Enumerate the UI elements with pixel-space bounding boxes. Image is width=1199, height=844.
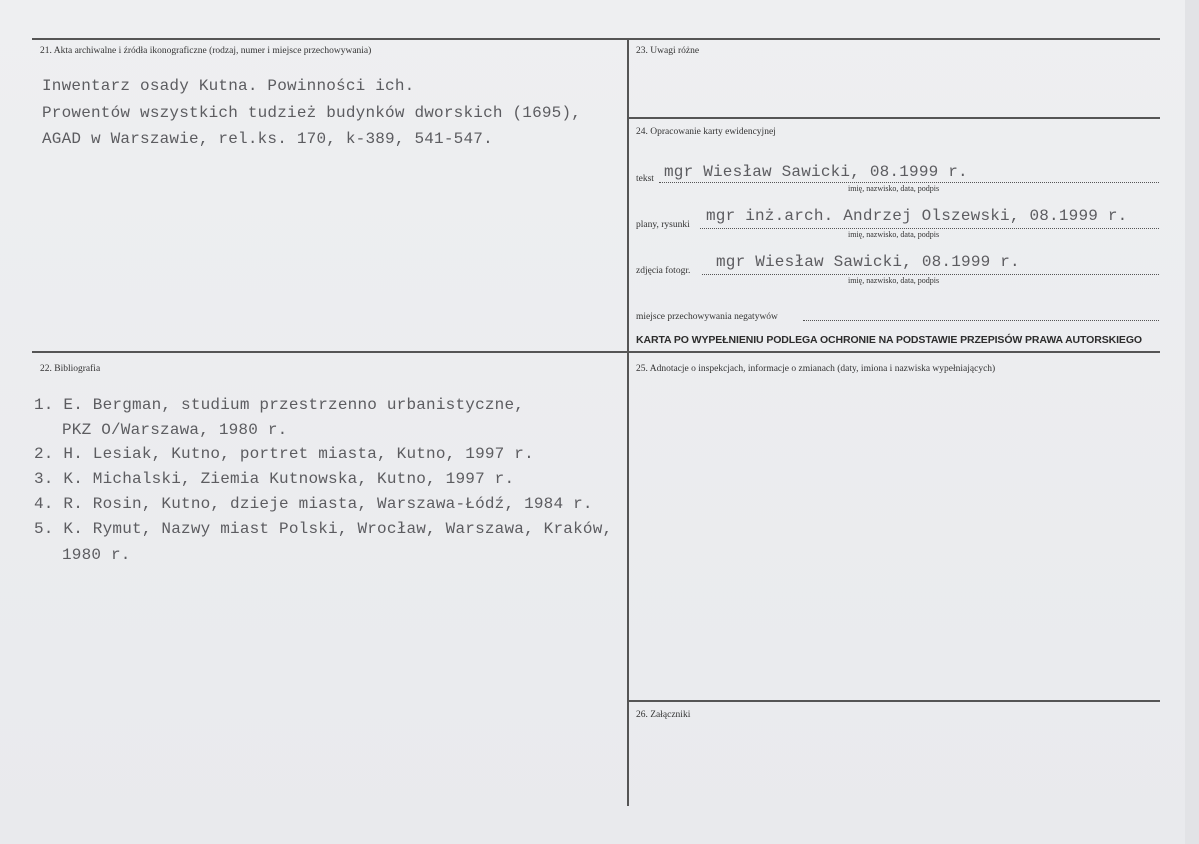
plany-value: mgr inż.arch. Andrzej Olszewski, 08.1999 r. (706, 207, 1128, 225)
negatywy-label: miejsce przechowywania negatywów (636, 312, 778, 322)
plany-line (700, 228, 1159, 229)
plany-label: plany, rysunki (636, 220, 690, 230)
bibliography-item-1-cont: PKZ O/Warszawa, 1980 r. (62, 421, 288, 439)
section-21-label: 21. Akta archiwalne i źródła ikonograficzne (rodzaj, numer i miejsce przechowywania) (40, 46, 372, 56)
zdjecia-line (702, 274, 1159, 275)
zdjecia-value: mgr Wiesław Sawicki, 08.1999 r. (716, 253, 1020, 271)
bibliography-item-2: 2. H. Lesiak, Kutno, portret miasta, Kutno, 1997 r. (34, 445, 534, 463)
tekst-caption: imię, nazwisko, data, podpis (848, 184, 940, 193)
section-22-label: 22. Bibliografia (40, 364, 101, 374)
tekst-line (659, 182, 1159, 183)
plany-caption: imię, nazwisko, data, podpis (848, 230, 940, 239)
section-25-label: 25. Adnotacje o inspekcjach, informacje o zmianach (daty, imiona i nazwiska wypełniających) (636, 364, 996, 374)
section-23-label: 23. Uwagi różne (636, 46, 700, 56)
bibliography-item-5-cont: 1980 r. (62, 546, 131, 564)
bibliography-item-3: 3. K. Michalski, Ziemia Kutnowska, Kutno, 1997 r. (34, 470, 515, 488)
bibliography-item-1: 1. E. Bergman, studium przestrzenno urbanistyczne, (34, 396, 525, 414)
rule-25-26 (628, 700, 1160, 702)
section-21-line-2: Prowentów wszystkich tudzież budynków dworskich (1695), (42, 104, 582, 122)
copyright-notice: KARTA PO WYPEŁNIENIU PODLEGA OCHRONIE NA PODSTAWIE PRZEPISÓW PRAWA AUTORSKIEGO (636, 334, 1142, 346)
tekst-label: tekst (636, 174, 654, 184)
tekst-value: mgr Wiesław Sawicki, 08.1999 r. (664, 163, 968, 181)
bibliography-item-4: 4. R. Rosin, Kutno, dzieje miasta, Warszawa-Łódź, 1984 r. (34, 495, 593, 513)
zdjecia-label: zdjęcia fotogr. (636, 266, 691, 276)
zdjecia-caption: imię, nazwisko, data, podpis (848, 276, 940, 285)
section-21-line-1: Inwentarz osady Kutna. Powinności ich. (42, 77, 415, 95)
card-edge (1185, 0, 1199, 844)
middle-rule (32, 351, 1160, 353)
section-26-label: 26. Załączniki (636, 710, 691, 720)
rule-23-24 (628, 117, 1160, 119)
negatywy-line (803, 320, 1159, 321)
section-21-line-3: AGAD w Warszawie, rel.ks. 170, k-389, 541-547. (42, 130, 493, 148)
section-24-label: 24. Opracowanie karty ewidencyjnej (636, 127, 776, 137)
center-divider (627, 38, 629, 806)
bibliography-item-5: 5. K. Rymut, Nazwy miast Polski, Wrocław, Warszawa, Kraków, (34, 520, 613, 538)
top-rule (32, 38, 1160, 40)
